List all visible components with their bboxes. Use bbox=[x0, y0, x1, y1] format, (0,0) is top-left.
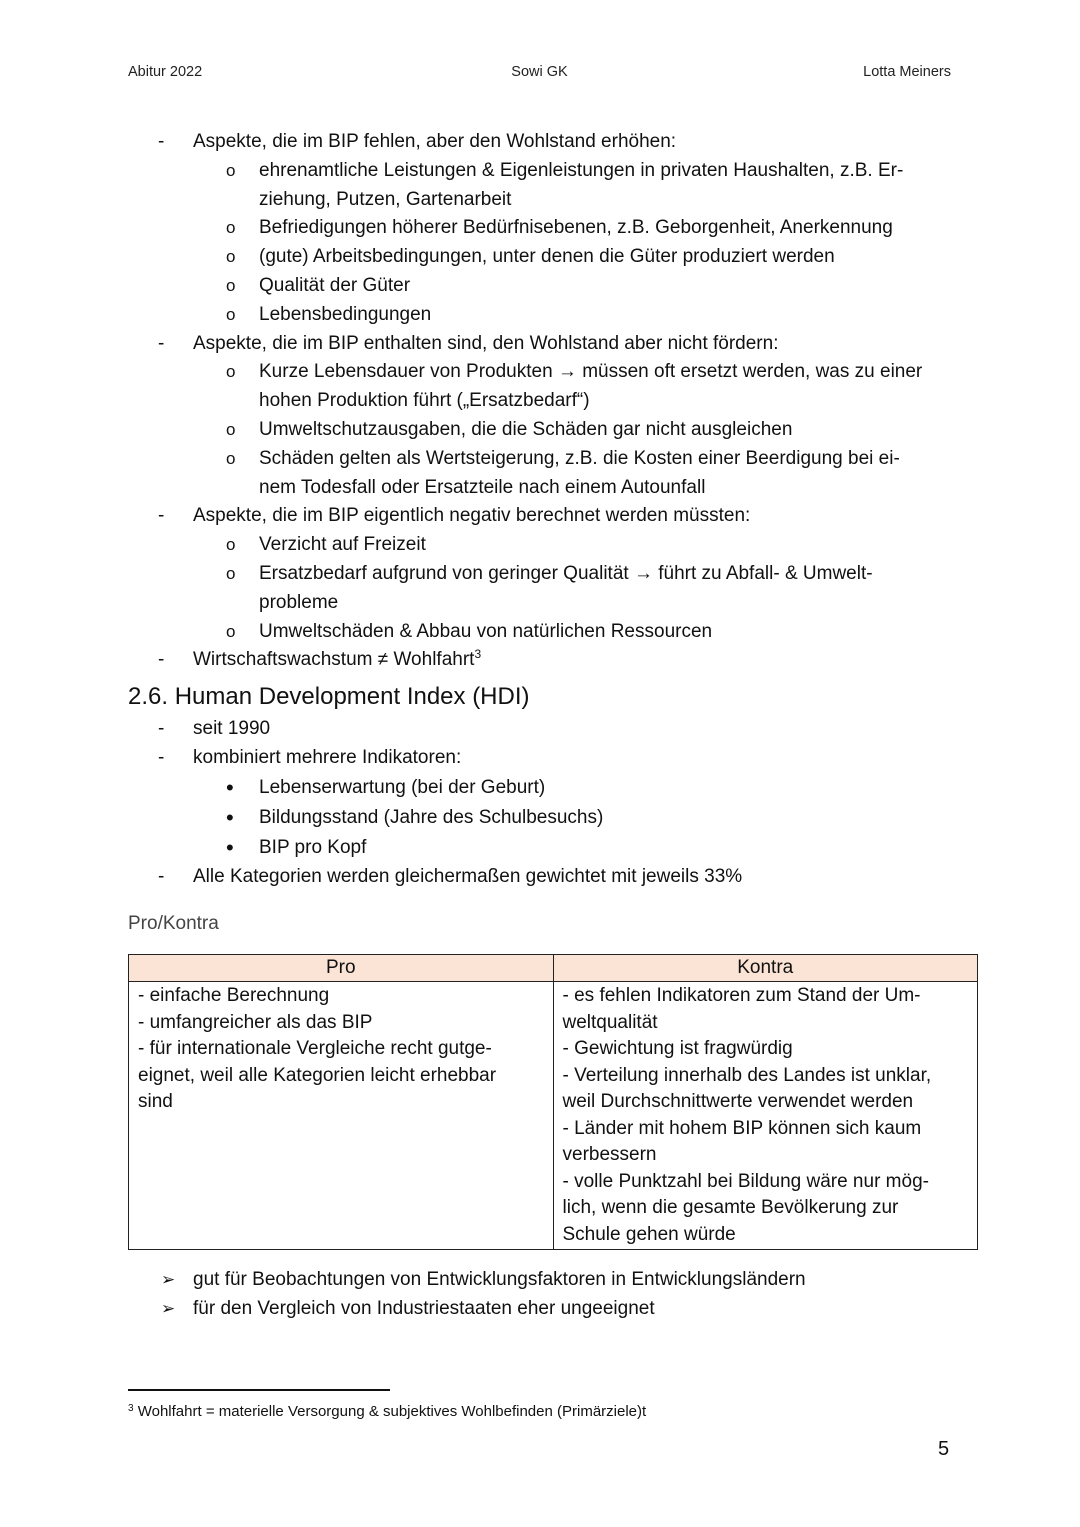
dash-marker: - bbox=[158, 131, 165, 152]
page-content bbox=[128, 128, 978, 938]
hdi-weighting: - Alle Kategorien werden gleichermaßen gewichtet mit jeweils 33% bbox=[128, 863, 978, 892]
kontra-line: - Verteilung innerhalb des Landes ist unklar, bbox=[562, 1064, 932, 1086]
section-title-hdi: 2.6. Human Development Index (HDI) bbox=[128, 683, 530, 711]
list-item: o Lebensbedingungen bbox=[128, 301, 978, 330]
list-item: o Verzicht auf Freizeit bbox=[128, 531, 978, 560]
kontra-line: Schule gehen würde bbox=[562, 1223, 736, 1245]
bip-section-heading: - Aspekte, die im BIP eigentlich negativ berechnet werden müssten: bbox=[128, 502, 978, 531]
kontra-line: weltqualität bbox=[562, 1011, 658, 1033]
pro-line: sind bbox=[138, 1091, 173, 1112]
list-item: o Qualität der Güter bbox=[128, 272, 978, 301]
conclusion-item: ➢ für den Vergleich von Industriestaaten eher ungeeignet bbox=[128, 1295, 978, 1324]
header-exam-year: Abitur 2022 bbox=[128, 64, 203, 80]
dash-marker: - bbox=[158, 649, 165, 671]
bullet-icon: • bbox=[226, 834, 234, 860]
dash-marker: - bbox=[158, 865, 165, 887]
pro-line: - umfangreicher als das BIP bbox=[138, 1011, 373, 1033]
bullet-icon: • bbox=[226, 804, 234, 830]
arrow-bullet-icon: ➢ bbox=[161, 1270, 176, 1289]
kontra-line: weil Durchschnittwerte verwendet werden bbox=[562, 1091, 914, 1112]
column-header-kontra: Kontra bbox=[553, 955, 978, 982]
header-subject: Sowi GK bbox=[511, 64, 568, 80]
kontra-cell bbox=[553, 982, 978, 1250]
list-item: o Umweltschutzausgaben, die die Schäden gar nicht ausgleichen bbox=[128, 416, 978, 445]
kontra-line: lich, wenn die gesamte Bevölkerung zur bbox=[562, 1197, 899, 1218]
list-item: o (gute) Arbeitsbedingungen, unter denen die Güter produziert werden bbox=[128, 243, 978, 272]
footnote-number: 3 bbox=[128, 1403, 134, 1414]
list-item: o Umweltschäden & Abbau von natürlichen Ressourcen bbox=[128, 618, 978, 647]
circle-bullet-icon: o bbox=[226, 218, 236, 238]
hdi-combines: - kombiniert mehrere Indikatoren: bbox=[128, 744, 978, 773]
bullet-icon: • bbox=[226, 774, 234, 800]
footnote-reference[interactable]: 3 bbox=[474, 647, 482, 662]
footnote-separator bbox=[128, 1389, 390, 1391]
hdi-indicator: • Bildungsstand (Jahre des Schulbesuchs) bbox=[128, 803, 978, 833]
kontra-line: - Gewichtung ist fragwürdig bbox=[562, 1038, 793, 1059]
circle-bullet-icon: o bbox=[226, 419, 236, 439]
list-item: o Kurze Lebensdauer von Produkten → müssen oft ersetzt werden, was zu einer hohen Produktion führt („Ersatzbedarf“) bbox=[128, 358, 978, 416]
circle-bullet-icon: o bbox=[226, 304, 236, 324]
kontra-line: - es fehlen Indikatoren zum Stand der Um- bbox=[562, 985, 921, 1006]
dash-marker: - bbox=[158, 746, 165, 768]
growth-vs-welfare-note: - Wirtschaftswachstum ≠ Wohlfahrt$^3$ bbox=[128, 646, 978, 675]
list-item: o Befriedigungen höherer Bedürfnisebenen, z.B. Geborgenheit, Anerkennung bbox=[128, 214, 978, 243]
pro-line: - für internationale Vergleiche recht gutge- bbox=[138, 1038, 492, 1059]
column-header-pro: Pro bbox=[129, 955, 554, 982]
circle-bullet-icon: o bbox=[226, 563, 236, 583]
list-item: o Ersatzbedarf aufgrund von geringer Qualität → führt zu Abfall- & Umwelt- probleme bbox=[128, 560, 978, 618]
footnote-text: Wohlfahrt = materielle Versorgung & subjektives Wohlbefinden (Primärziele)t bbox=[137, 1403, 647, 1420]
circle-bullet-icon: o bbox=[226, 275, 236, 295]
circle-bullet-icon: o bbox=[226, 535, 236, 555]
dash-marker: - bbox=[158, 718, 165, 740]
pro-cell bbox=[129, 982, 554, 1250]
dash-marker: - bbox=[158, 332, 165, 354]
circle-bullet-icon: o bbox=[226, 621, 236, 641]
pro-kontra-label: Pro/Kontra bbox=[128, 912, 219, 934]
bip-section-heading: - Aspekte, die im BIP fehlen, aber den Wohlstand erhöhen: bbox=[128, 128, 978, 157]
arrow-bullet-icon: ➢ bbox=[161, 1298, 176, 1318]
kontra-line: - Länder mit hohem BIP können sich kaum bbox=[562, 1117, 922, 1139]
kontra-line: verbessern bbox=[562, 1144, 657, 1165]
hdi-indicator: • Lebenserwartung (bei der Geburt) bbox=[128, 773, 978, 803]
table-row bbox=[129, 982, 978, 1250]
page-number: 5 bbox=[938, 1438, 950, 1460]
header-author: Lotta Meiners bbox=[863, 64, 951, 80]
pro-line: eignet, weil alle Kategorien leicht erhebbar bbox=[138, 1064, 497, 1086]
hdi-since: - seit 1990 bbox=[128, 715, 978, 744]
footnote bbox=[128, 1403, 646, 1420]
pro-kontra-table bbox=[128, 954, 978, 1250]
list-item: o Schäden gelten als Wertsteigerung, z.B. die Kosten einer Beerdigung bei ei- nem Todesfall oder Ersatzteile nach einem Autounfall bbox=[128, 445, 978, 503]
dash-marker: - bbox=[158, 505, 165, 527]
conclusions-list bbox=[128, 1266, 978, 1324]
conclusion-item: ➢ gut für Beobachtungen von Entwicklungsfaktoren in Entwicklungsländern bbox=[128, 1266, 978, 1295]
table-header-row bbox=[129, 955, 978, 982]
kontra-line: - volle Punktzahl bei Bildung wäre nur mög- bbox=[562, 1170, 929, 1192]
bip-section-heading: - Aspekte, die im BIP enthalten sind, den Wohlstand aber nicht fördern: bbox=[128, 330, 978, 359]
circle-bullet-icon: o bbox=[226, 448, 236, 468]
hdi-indicator: • BIP pro Kopf bbox=[128, 833, 978, 863]
circle-bullet-icon: o bbox=[226, 362, 236, 382]
circle-bullet-icon: o bbox=[226, 247, 236, 267]
circle-bullet-icon: o bbox=[226, 160, 236, 180]
pro-line: - einfache Berechnung bbox=[138, 985, 330, 1006]
list-item: o ehrenamtliche Leistungen & Eigenleistungen in privaten Haushalten, z.B. Er- ziehung, Putzen, Gartenarbeit bbox=[128, 157, 978, 215]
